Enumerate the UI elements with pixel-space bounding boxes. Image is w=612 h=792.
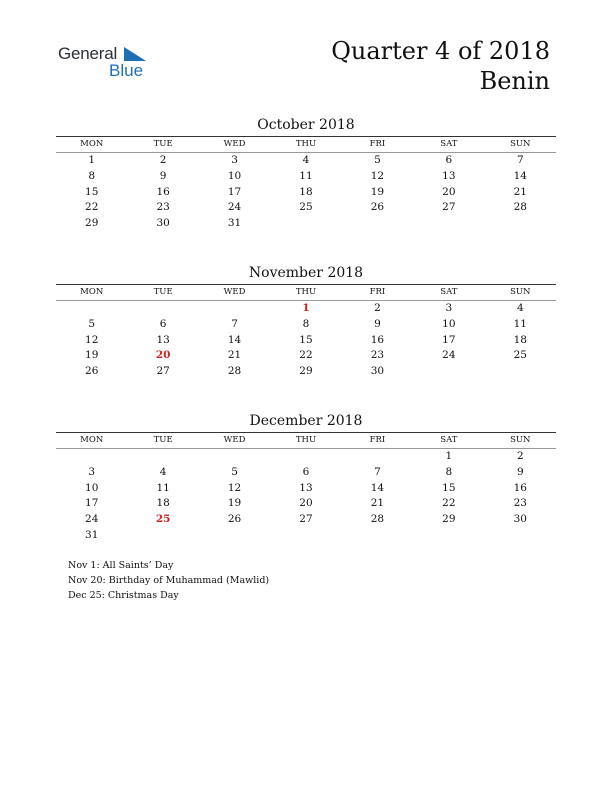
week-row bbox=[56, 333, 556, 349]
day-cell: 15 bbox=[299, 333, 313, 346]
day-cell: 4 bbox=[516, 302, 524, 314]
day-cell bbox=[485, 364, 556, 380]
weekday-label: THU bbox=[295, 435, 317, 445]
day-cell: 16 bbox=[513, 481, 527, 494]
day-cell: 12 bbox=[370, 169, 385, 182]
week-row bbox=[56, 153, 556, 169]
day-cell bbox=[270, 216, 341, 232]
day-cell bbox=[485, 216, 556, 232]
day-cell: 29 bbox=[442, 513, 456, 526]
day-cell bbox=[199, 301, 270, 317]
day-cell bbox=[56, 449, 127, 465]
month-december bbox=[56, 411, 556, 544]
day-cell: 9 bbox=[159, 169, 167, 182]
day-cell: 11 bbox=[513, 317, 527, 330]
weekday-label: THU bbox=[295, 139, 317, 149]
day-cell: 27 bbox=[442, 201, 456, 214]
day-cell: 22 bbox=[85, 201, 99, 214]
logo-general-text: General bbox=[58, 44, 118, 63]
week-row bbox=[56, 216, 556, 232]
weekday-label: SAT bbox=[440, 287, 458, 297]
logo-blue-text: Blue bbox=[109, 61, 144, 80]
weekday-label: TUE bbox=[153, 287, 173, 297]
month-november bbox=[56, 263, 556, 380]
day-cell: 25 bbox=[299, 201, 313, 214]
week-row bbox=[56, 317, 556, 333]
day-cell: 29 bbox=[85, 217, 99, 230]
weekday-label: FRI bbox=[369, 435, 386, 445]
day-cell bbox=[199, 449, 270, 465]
day-cell: 30 bbox=[513, 513, 527, 526]
day-cell bbox=[342, 216, 413, 232]
weekday-header bbox=[56, 284, 556, 301]
day-cell: 10 bbox=[85, 481, 99, 494]
day-cell: 14 bbox=[513, 169, 527, 182]
day-cell: 18 bbox=[299, 185, 313, 198]
day-cell: 12 bbox=[227, 481, 242, 494]
weekday-label: WED bbox=[223, 139, 246, 149]
day-cell: 25 bbox=[513, 349, 527, 362]
day-cell: 10 bbox=[227, 169, 242, 182]
day-cell: 23 bbox=[370, 349, 385, 362]
weekday-label: MON bbox=[80, 139, 104, 149]
weekday-label: SAT bbox=[440, 139, 458, 149]
day-cell: 28 bbox=[513, 201, 527, 214]
day-cell bbox=[127, 528, 198, 544]
day-cell bbox=[413, 216, 484, 232]
day-cell: 16 bbox=[370, 333, 385, 346]
day-cell: 22 bbox=[442, 497, 456, 510]
week-row bbox=[56, 465, 556, 481]
month-title: November 2018 bbox=[248, 265, 364, 281]
day-cell: 18 bbox=[156, 497, 170, 510]
weekday-label: TUE bbox=[153, 139, 173, 149]
weekday-label: FRI bbox=[369, 139, 386, 149]
day-cell: 31 bbox=[227, 217, 242, 230]
weekday-label: WED bbox=[223, 287, 246, 297]
day-cell bbox=[270, 449, 341, 465]
week-row bbox=[56, 528, 556, 544]
week-row bbox=[56, 512, 556, 528]
day-cell bbox=[127, 301, 198, 317]
day-cell: 5 bbox=[374, 154, 381, 166]
day-cell: 26 bbox=[370, 201, 385, 214]
day-cell: 19 bbox=[370, 185, 385, 198]
day-cell: 7 bbox=[516, 154, 524, 166]
day-cell: 20 bbox=[155, 349, 171, 362]
day-cell: 3 bbox=[231, 154, 238, 166]
day-cell: 1 bbox=[88, 154, 96, 166]
day-cell: 9 bbox=[516, 465, 524, 478]
weekday-label: SUN bbox=[510, 287, 531, 297]
day-cell: 25 bbox=[155, 513, 171, 526]
day-cell: 18 bbox=[513, 333, 527, 346]
weekday-label: TUE bbox=[153, 435, 173, 445]
day-cell: 23 bbox=[513, 497, 527, 510]
day-cell: 20 bbox=[299, 497, 313, 510]
month-grid bbox=[56, 449, 556, 544]
day-cell: 23 bbox=[156, 201, 170, 214]
holiday-note: Nov 20: Birthday of Muhammad (Mawlid) bbox=[68, 575, 270, 586]
day-cell: 5 bbox=[88, 317, 96, 330]
week-row bbox=[56, 364, 556, 380]
day-cell: 30 bbox=[156, 217, 170, 230]
day-cell bbox=[485, 528, 556, 544]
day-cell: 21 bbox=[370, 497, 385, 510]
month-title: December 2018 bbox=[249, 413, 363, 429]
day-cell: 28 bbox=[227, 365, 242, 378]
day-cell: 24 bbox=[85, 513, 99, 526]
day-cell bbox=[199, 528, 270, 544]
day-cell: 11 bbox=[156, 481, 170, 494]
weekday-header bbox=[56, 136, 556, 153]
day-cell: 19 bbox=[227, 497, 242, 510]
day-cell: 22 bbox=[299, 349, 313, 362]
day-cell: 8 bbox=[88, 169, 96, 182]
page-title bbox=[331, 36, 550, 96]
day-cell: 1 bbox=[302, 302, 310, 314]
day-cell: 31 bbox=[85, 528, 99, 541]
day-cell: 30 bbox=[370, 365, 385, 378]
day-cell: 4 bbox=[159, 465, 167, 478]
month-october bbox=[56, 115, 556, 232]
weekday-label: SUN bbox=[510, 139, 531, 149]
holiday-note: Dec 25: Christmas Day bbox=[68, 590, 179, 601]
day-cell bbox=[270, 528, 341, 544]
day-cell bbox=[127, 449, 198, 465]
day-cell: 26 bbox=[227, 513, 242, 526]
day-cell: 13 bbox=[299, 481, 313, 494]
week-row bbox=[56, 185, 556, 201]
day-cell: 13 bbox=[156, 333, 170, 346]
quarter-title: Quarter 4 of 2018 bbox=[331, 37, 550, 65]
day-cell: 8 bbox=[302, 317, 310, 330]
weekday-label: MON bbox=[80, 435, 104, 445]
day-cell: 16 bbox=[156, 185, 170, 198]
day-cell: 10 bbox=[442, 317, 456, 330]
week-row bbox=[56, 348, 556, 364]
day-cell: 14 bbox=[370, 481, 385, 494]
week-row bbox=[56, 169, 556, 185]
holiday-notes bbox=[68, 558, 269, 603]
month-title: October 2018 bbox=[257, 117, 355, 133]
day-cell: 3 bbox=[88, 465, 96, 478]
day-cell: 20 bbox=[442, 185, 456, 198]
day-cell: 13 bbox=[442, 169, 456, 182]
month-grid bbox=[56, 301, 556, 380]
day-cell: 2 bbox=[516, 450, 524, 462]
day-cell: 17 bbox=[227, 185, 242, 198]
day-cell: 17 bbox=[85, 497, 99, 510]
day-cell: 5 bbox=[231, 465, 238, 478]
day-cell: 15 bbox=[442, 481, 456, 494]
day-cell: 4 bbox=[302, 154, 310, 166]
day-cell: 12 bbox=[85, 333, 99, 346]
day-cell bbox=[56, 301, 127, 317]
day-cell: 27 bbox=[299, 513, 313, 526]
day-cell: 6 bbox=[302, 465, 310, 478]
day-cell: 7 bbox=[231, 317, 238, 330]
day-cell: 3 bbox=[445, 302, 453, 314]
day-cell: 8 bbox=[445, 465, 453, 478]
week-row bbox=[56, 496, 556, 512]
day-cell: 9 bbox=[374, 317, 381, 330]
day-cell: 14 bbox=[227, 333, 242, 346]
weekday-label: SUN bbox=[510, 435, 531, 445]
day-cell: 2 bbox=[374, 302, 381, 314]
weekday-label: MON bbox=[80, 287, 104, 297]
holiday-note: Nov 1: All Saints’ Day bbox=[68, 560, 174, 571]
day-cell: 19 bbox=[85, 349, 99, 362]
day-cell: 6 bbox=[159, 317, 167, 330]
week-row bbox=[56, 481, 556, 497]
day-cell: 26 bbox=[85, 365, 99, 378]
day-cell: 17 bbox=[442, 333, 456, 346]
day-cell bbox=[413, 528, 484, 544]
day-cell: 21 bbox=[513, 185, 527, 198]
day-cell: 24 bbox=[442, 349, 456, 362]
day-cell: 21 bbox=[227, 349, 242, 362]
weekday-label: FRI bbox=[369, 287, 386, 297]
country-title: Benin bbox=[479, 67, 550, 95]
day-cell: 15 bbox=[85, 185, 99, 198]
weekday-label: WED bbox=[223, 435, 246, 445]
day-cell: 2 bbox=[159, 154, 167, 166]
week-row bbox=[56, 449, 556, 465]
day-cell: 24 bbox=[227, 201, 242, 214]
week-row bbox=[56, 200, 556, 216]
day-cell: 11 bbox=[299, 169, 313, 182]
day-cell: 7 bbox=[374, 465, 381, 478]
day-cell bbox=[342, 449, 413, 465]
day-cell: 29 bbox=[299, 365, 313, 378]
day-cell: 28 bbox=[370, 513, 385, 526]
week-row bbox=[56, 301, 556, 317]
weekday-label: THU bbox=[295, 287, 317, 297]
day-cell: 6 bbox=[445, 154, 453, 166]
month-grid bbox=[56, 153, 556, 232]
weekday-label: SAT bbox=[440, 435, 458, 445]
weekday-header bbox=[56, 432, 556, 449]
day-cell: 1 bbox=[445, 450, 453, 462]
day-cell bbox=[342, 528, 413, 544]
generalblue-logo bbox=[58, 44, 158, 80]
day-cell bbox=[413, 364, 484, 380]
day-cell: 27 bbox=[156, 365, 170, 378]
